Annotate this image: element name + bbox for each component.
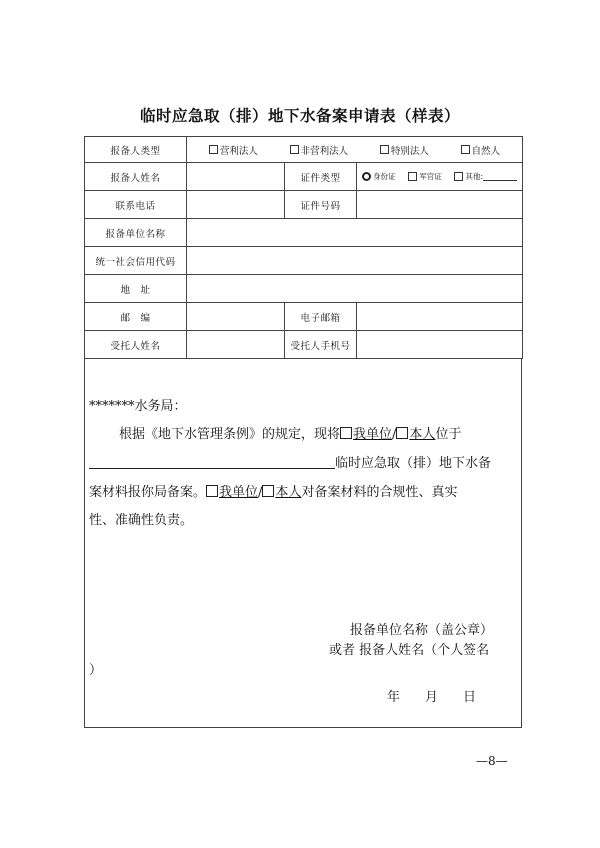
label-postcode: 邮 编	[85, 303, 187, 331]
option-natural-person[interactable]: 自然人	[461, 143, 501, 157]
other-blank[interactable]	[483, 172, 517, 181]
letter-addressee: *******水务局：	[89, 399, 187, 414]
checkbox-icon[interactable]	[454, 172, 463, 181]
option-non-profit[interactable]: 非营利法人	[290, 143, 349, 157]
option-officer-card[interactable]: 军官证	[408, 171, 442, 182]
checkbox-icon[interactable]	[290, 145, 299, 154]
checkbox-icon[interactable]	[396, 427, 408, 439]
checkbox-icon[interactable]	[209, 145, 218, 154]
date-day: 日	[463, 690, 477, 705]
row-credit-code	[85, 247, 523, 275]
option-for-profit[interactable]: 营利法人	[209, 143, 258, 157]
date-year: 年	[387, 690, 401, 705]
date-month: 月	[425, 690, 439, 705]
filing-form-table	[84, 136, 523, 359]
row-phone	[85, 191, 523, 219]
checkbox-icon[interactable]	[262, 485, 274, 497]
row-trustee	[85, 331, 523, 359]
label-filer-name: 报备人姓名	[85, 163, 187, 191]
checkbox-icon[interactable]	[461, 145, 470, 154]
label-id-number: 证件号码	[285, 191, 357, 219]
myself-text-2: 本人	[275, 485, 302, 500]
id-type-options	[357, 163, 523, 191]
label-email: 电子邮箱	[285, 303, 357, 331]
form-title: 临时应急取（排）地下水备案申请表（样表）	[139, 107, 460, 125]
my-unit-text: 我单位	[353, 427, 393, 442]
option-other[interactable]: 其他:	[454, 171, 517, 182]
letter-line-3: 案材料报你局备案。 我单位/ 本人对备案材料的合规性、真实	[89, 485, 458, 500]
row-filer-name	[85, 163, 523, 191]
field-trustee-name[interactable]	[187, 331, 285, 359]
field-credit-code[interactable]	[187, 247, 523, 275]
checkbox-icon[interactable]	[340, 427, 352, 439]
field-address[interactable]	[187, 275, 523, 303]
signature-paren: ）	[89, 663, 103, 678]
row-address	[85, 275, 523, 303]
page-number: —8—	[476, 754, 508, 768]
row-postcode	[85, 303, 523, 331]
filer-type-options	[187, 137, 523, 163]
label-filer-type: 报备人类型	[85, 137, 187, 163]
signature-person-name: 或者 报备人姓名（个人签名	[329, 643, 490, 658]
label-address: 地 址	[85, 275, 187, 303]
field-email[interactable]	[357, 303, 523, 331]
letter-line-2: 临时应急取（排）地下水备	[89, 456, 491, 470]
signature-unit-name: 报备单位名称（盖公章）	[350, 623, 494, 638]
checkbox-icon[interactable]	[380, 145, 389, 154]
checkbox-icon[interactable]	[206, 485, 218, 497]
label-phone: 联系电话	[85, 191, 187, 219]
letter-line-1: 根据《地下水管理条例》的规定，现将 我单位/ 本人位于	[119, 427, 462, 442]
option-special[interactable]: 特别法人	[380, 143, 429, 157]
row-filer-type	[85, 137, 523, 163]
label-trustee-name: 受托人姓名	[85, 331, 187, 359]
radio-selected-icon[interactable]	[362, 172, 371, 181]
row-unit-name	[85, 219, 523, 247]
label-trustee-phone: 受托人手机号	[285, 331, 357, 359]
field-trustee-phone[interactable]	[357, 331, 523, 359]
location-blank[interactable]	[89, 456, 335, 469]
field-id-number[interactable]	[357, 191, 523, 219]
field-phone[interactable]	[187, 191, 285, 219]
field-postcode[interactable]	[187, 303, 285, 331]
label-unit-name: 报备单位名称	[85, 219, 187, 247]
field-unit-name[interactable]	[187, 219, 523, 247]
label-credit-code: 统一社会信用代码	[85, 247, 187, 275]
label-id-type: 证件类型	[285, 163, 357, 191]
my-unit-text-2: 我单位	[219, 485, 259, 500]
myself-text: 本人	[409, 427, 436, 442]
option-id-card[interactable]: 身份证	[362, 171, 396, 182]
letter-line-4: 性、准确性负责。	[89, 513, 194, 528]
checkbox-icon[interactable]	[408, 172, 417, 181]
field-filer-name[interactable]	[187, 163, 285, 191]
